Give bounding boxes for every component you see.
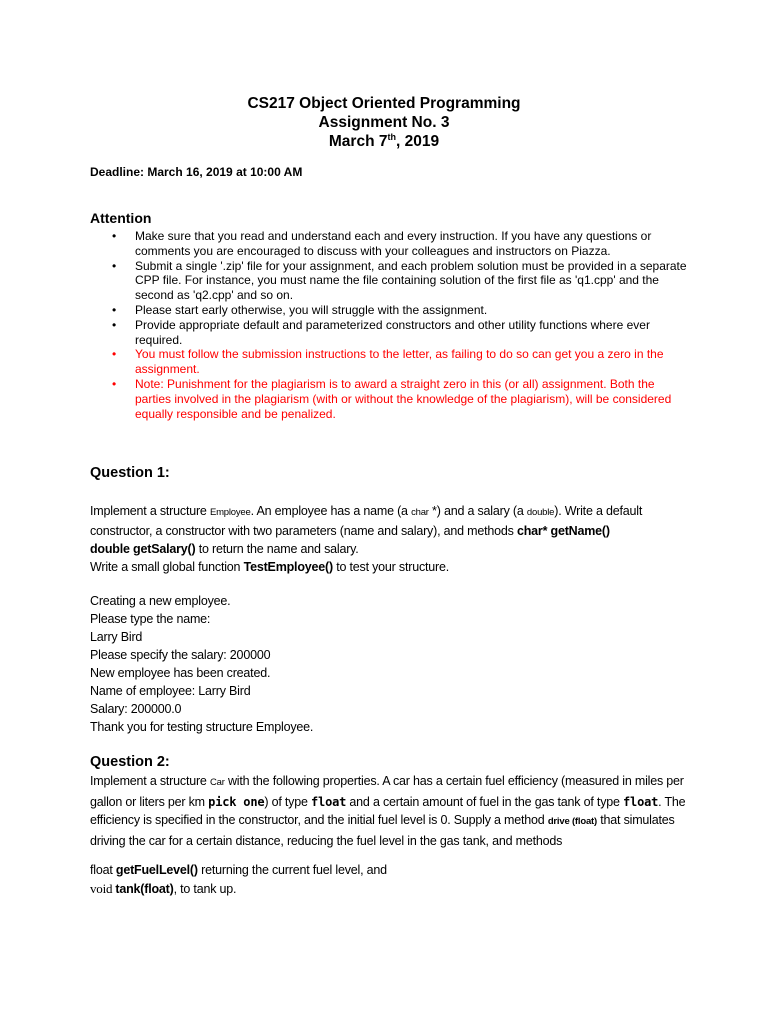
sample-output — [90, 592, 690, 736]
document-title — [0, 94, 768, 151]
method-tank: void tank(float), to tank up. — [90, 880, 237, 896]
sample-line: Please type the name: — [90, 612, 211, 626]
list-item: • Make sure that you read and understand each and every instruction. If you have any questions or comments you are encouraged to discuss with your colleagues and instructors on Piazza. — [112, 229, 652, 258]
attention-list — [90, 229, 690, 421]
sample-line: Larry Bird — [90, 630, 143, 644]
list-item-warning: • Note: Punishment for the plagiarism is to award a straight zero in this (or all) assignment. Both the parties involved in the plagiarism (with or without the knowledge of the plagiarism), will be considered equally responsible and be penalized. — [112, 376, 672, 421]
bullet-icon: • — [112, 258, 117, 273]
list-item: • Submit a single '.zip' file for your assignment, and each problem solution must be provided in a separate CPP file. For instance, you must name the file containing solution of the first file as 'q1.cpp' and the second as 'q2.cpp' and so on. — [112, 258, 687, 303]
sample-line: Salary: 200000.0 — [90, 702, 182, 716]
list-item: • Please start early otherwise, you will struggle with the assignment. — [112, 302, 488, 317]
question-1-paragraph: Implement a structure Employee. An employee has a name (a char *) and a salary (a double). Write a default constructor, a constructor with two parameters (name and salary), and methods char* getName() double getSalary() to return the name and salary. — [90, 504, 643, 556]
assignment-date: March 7th, 2019 — [328, 131, 440, 150]
method-getfuellevel: float getFuelLevel() returning the current fuel level, and — [90, 863, 387, 877]
deadline: Deadline: March 16, 2019 at 10:00 AM — [90, 165, 303, 179]
bullet-icon: • — [112, 302, 117, 317]
bullet-icon: • — [112, 317, 117, 332]
bullet-icon: • — [112, 347, 117, 362]
bullet-icon: • — [112, 376, 117, 391]
sample-line: Creating a new employee. — [90, 594, 231, 608]
sample-line: Thank you for testing structure Employee. — [90, 720, 314, 734]
question-2-methods — [90, 861, 690, 898]
attention-heading: Attention — [90, 210, 152, 226]
list-item: • Provide appropriate default and parameterized constructors and other utility functions where ever required. — [112, 317, 650, 347]
list-item-warning: • You must follow the submission instructions to the letter, as failing to do so can get you a zero in the assignment. — [112, 347, 664, 377]
question-1-heading: Question 1: — [90, 465, 170, 481]
question-2-heading: Question 2: — [90, 754, 170, 770]
question-1-text — [90, 502, 690, 576]
sample-line: Please specify the salary: 200000 — [90, 648, 271, 662]
bullet-icon: • — [112, 229, 117, 243]
question-1-instruction: Write a small global function TestEmployee() to test your structure. — [90, 560, 450, 574]
question-2-paragraph: Implement a structure Car with the following properties. A car has a certain fuel efficiency (measured in miles per gallon or liters per km pick one) of type float and a certain amount of fuel in the gas tank of type float. The efficiency is specified in the constructor, and the initial fuel level is 0. Supply a method drive (float) that simulates driving the car for a certain distance, reducing the fuel level in the gas tank, and methods — [90, 774, 686, 848]
sample-line: New employee has been created. — [90, 666, 271, 680]
assignment-number: Assignment No. 3 — [318, 114, 450, 131]
sample-line: Name of employee: Larry Bird — [90, 684, 251, 698]
course-title: CS217 Object Oriented Programming — [247, 95, 521, 112]
